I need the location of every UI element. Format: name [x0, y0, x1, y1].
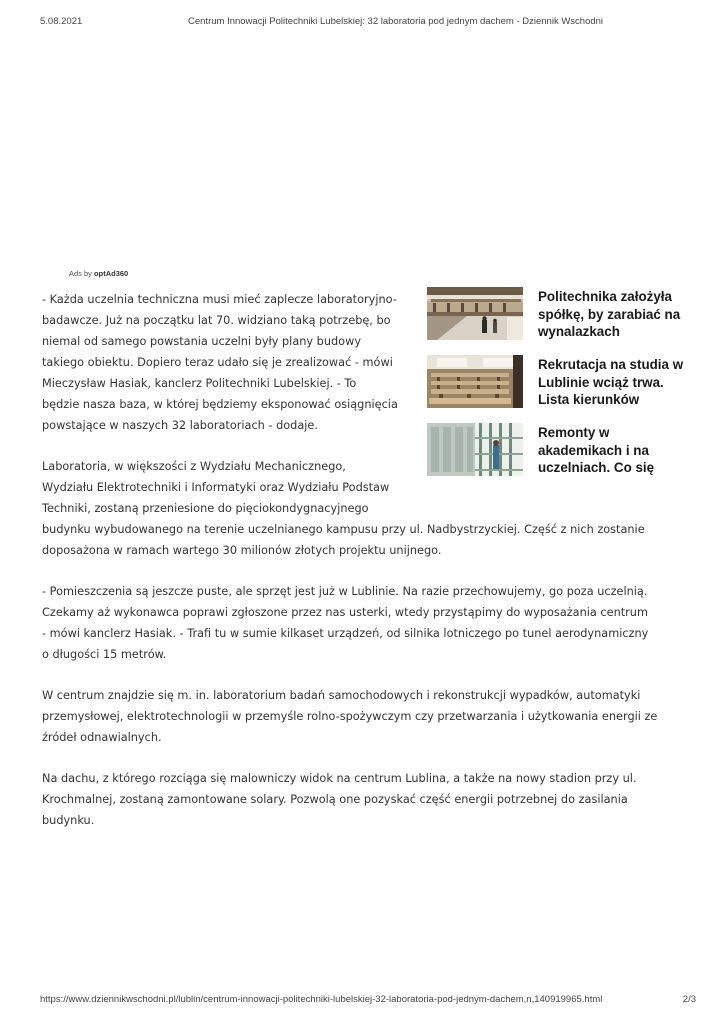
text-line: Mieczysław Hasiak, kanclerz Politechniki Lubelskiej. - To	[42, 377, 357, 390]
article-paragraph	[42, 768, 672, 831]
related-headline[interactable]: Rekrutacja na studia w Lublinie wciąż trwa. Lista kierunków	[538, 357, 684, 407]
text-line: - Każda uczelnia techniczna musi mieć zaplecze laboratoryjno-	[42, 293, 397, 306]
page-number: 2/3	[682, 994, 696, 1005]
text-line: Laboratoria, w większości z Wydziału Mechanicznego,	[42, 460, 346, 473]
text-line: powstające w naszych 32 laboratoriach - dodaje.	[42, 419, 318, 432]
print-page-title: Centrum Innowacji Politechniki Lubelskiej: 32 laboratoria pod jednym dachem - Dziennik Wschodni	[188, 16, 604, 27]
print-header	[40, 16, 684, 30]
text-line: o długości 15 metrów.	[42, 648, 167, 661]
print-date: 5.08.2021	[40, 16, 83, 27]
print-footer	[40, 994, 696, 1008]
text-line: Techniki, zostaną przeniesione do pięciokondygnacyjnego	[42, 502, 369, 515]
related-headline[interactable]: Remonty w akademikach i na uczelniach. Co się	[538, 425, 655, 475]
text-line: badawcze. Już na początku lat 70. widziano taką potrzebę, bo	[42, 314, 391, 327]
text-line: - mówi kanclerz Hasiak. - Trafi tu w sumie kilkaset urządzeń, od silnika lotniczego po tunel aerodynamiczny	[42, 627, 649, 640]
ads-label[interactable]	[69, 269, 128, 278]
renovation-photo-icon[interactable]	[427, 423, 523, 476]
text-line: Krochmalnej, zostaną zamontowane solary. Pozwolą one pozyskać część energii potrzebnej do zasilania	[42, 793, 628, 806]
text-line: będzie nasza baza, w której będziemy eksponować osiągnięcia	[42, 398, 398, 411]
print-url: https://www.dziennikwschodni.pl/lublin/centrum-innowacji-politechniki-lubelskiej-32-laboratoria-pod-jednym-dachem,n,140919965.html	[40, 994, 603, 1005]
ads-brand[interactable]: optAd360	[94, 269, 129, 278]
university-hall-photo-icon[interactable]	[427, 287, 523, 340]
text-line: przemysłowej, elektrotechnologii w przemyśle rolno-spożywczym czy przetwarzania i użytkowania energii ze	[42, 710, 658, 723]
text-line: budynku.	[42, 814, 95, 827]
text-line: Wydziału Elektrotechniki i Informatyki oraz Wydziału Podstaw	[42, 481, 390, 494]
related-headline[interactable]: Politechnika założyła spółkę, by zarabiać na wynalazkach	[538, 289, 681, 339]
related-article[interactable]	[427, 355, 692, 423]
text-line: - Pomieszczenia są jeszcze puste, ale sprzęt jest już w Lublinie. Na razie przechowujemy, go poza uczelnią.	[42, 585, 648, 598]
text-line: doposażona w ramach wartego 30 milionów złotych projektu unijnego.	[42, 544, 442, 557]
ads-prefix: Ads by	[69, 269, 92, 278]
related-articles	[427, 287, 692, 491]
text-line: Czekamy aż wykonawca poprawi zgłoszone przez nas usterki, wtedy przystąpimy do wyposażania centrum	[42, 606, 648, 619]
text-line: takiego obiektu. Dopiero teraz udało się je zrealizować - mówi	[42, 356, 393, 369]
article-paragraph	[42, 685, 672, 748]
related-article[interactable]	[427, 423, 692, 491]
text-line: W centrum znajdzie się m. in. laboratorium badań samochodowych i rekonstrukcji wypadków, automatyki	[42, 689, 641, 702]
text-line: źródeł odnawialnych.	[42, 731, 162, 744]
text-line: Na dachu, z którego rozciąga się malowniczy widok na centrum Lublina, a także na nowy stadion przy ul.	[42, 772, 637, 785]
text-line: budynku wybudowanego na terenie uczelnianego kampusu przy ul. Nadbystrzyckiej. Część z nich zostanie	[42, 523, 645, 536]
article-paragraph	[42, 581, 672, 665]
article-paragraph	[42, 289, 414, 436]
lecture-room-photo-icon[interactable]	[427, 355, 523, 408]
text-line: niemal od samego powstania uczelni były plany budowy	[42, 335, 362, 348]
related-article[interactable]	[427, 287, 692, 355]
